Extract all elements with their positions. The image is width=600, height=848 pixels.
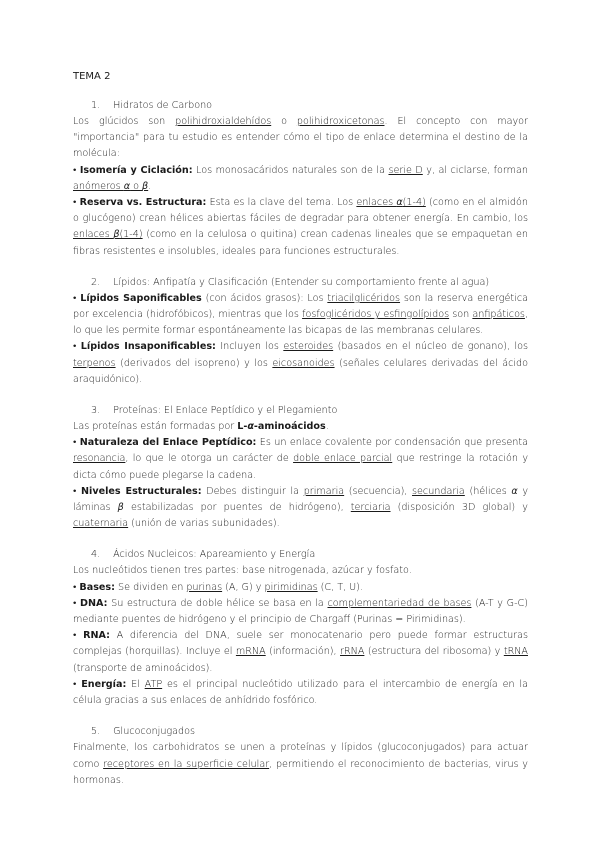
underlined-term: complementariedad de bases (327, 597, 472, 609)
section-3 (73, 403, 528, 532)
underlined-term: esteroides (283, 341, 334, 353)
underlined-term: doble enlace parcial (293, 453, 393, 465)
underlined-term: cuaternaria (73, 518, 129, 530)
bold-term: Naturaleza del Enlace Peptídico: (79, 437, 257, 449)
section-heading-text: Glucoconjugados (113, 726, 195, 738)
paragraph: • Lípidos Saponificables (con ácidos grasos): Los triacilglicéridos son la reserva energética por excelencia (hidrofóbicos), mientras que los fosfoglicéridos y esfingolípidos son anfipáticos, lo que les permite formar espontáneamente las bicapas de las membranas celulares. (73, 292, 528, 337)
bold-term: DNA: (80, 597, 108, 609)
underlined-term: polihidroxialdehídos (175, 116, 272, 127)
underlined-term: enlaces (356, 197, 397, 209)
bold-term: L- (237, 421, 248, 433)
underlined-term: tRNA (503, 646, 528, 658)
bold-term: Bases: (79, 581, 115, 593)
underlined-term: ATP (144, 678, 163, 690)
paragraph: • Reserva vs. Estructura: Esta es la clave del tema. Los enlaces α(1-4) (como en el almidón o glucógeno) crean hélices abiertas fáciles de degradar para obtener energía. En cambio, los enlaces β(1-4) (como en la celulosa o quitina) crean cadenas lineales que se empaquetan en fibras resistentes e insolubles, ideales para funciones estructurales. (73, 197, 528, 257)
underlined-term: (1-4) (402, 197, 426, 209)
underlined-term: enlaces (73, 229, 114, 241)
underlined-term: resonancia (73, 453, 126, 465)
paragraph: • Niveles Estructurales: Debes distinguir la primaria (secuencia), secundaria (hélices α y láminas β estabilizadas por puentes de hidrógeno), terciaria (disposición 3D global) y cuaternaria (unión de varias subunidades). (73, 485, 528, 530)
paragraph: Las proteínas están formadas por L-α-aminoácidos. (73, 421, 329, 433)
section-number: 1. (91, 100, 101, 111)
document-title: TEMA 2 (73, 71, 111, 82)
section-heading-text: Lípidos: Anfipatía y Clasificación (Entender su comportamiento frente al agua) (113, 276, 490, 288)
underlined-term: (1-4) (119, 229, 143, 241)
underlined-term: terciaria (350, 502, 391, 514)
section-heading (73, 98, 528, 114)
section-5 (73, 724, 528, 789)
bold-term: Isomería y Ciclación: (79, 164, 193, 176)
underlined-term: α (396, 197, 403, 209)
bold-term: Niveles Estructurales: (81, 485, 202, 497)
underlined-term: pirimidinas (264, 581, 318, 593)
underlined-term: eicosanoides (272, 357, 335, 369)
paragraph: • Bases: Se dividen en purinas (A, G) y pirimidinas (C, T, U). (73, 581, 363, 593)
underlined-term: mRNA (235, 646, 266, 658)
paragraph: • Energía: El ATP es el principal nucleótido utilizado para el intercambio de energía en la célula gracias a sus enlaces de anhídrido fosfórico. (73, 678, 528, 707)
paragraph: Finalmente, los carbohidratos se unen a proteínas y lípidos (glucoconjugados) para actuar como receptores en la superficie celular, permitiendo el reconocimiento de bacterias, virus y hormonas. (73, 742, 528, 786)
underlined-term: secundaria (412, 485, 465, 497)
document-page (73, 70, 528, 804)
underlined-term: polihidroxicetonas (296, 116, 385, 127)
paragraph: • Naturaleza del Enlace Peptídico: Es un enlace covalente por condensación que presenta resonancia, lo que le otorga un carácter de doble enlace parcial que restringe la rotación y dicta cómo puede plegarse la cadena. (73, 437, 528, 481)
section-1 (73, 98, 528, 260)
underlined-term: β (142, 180, 149, 192)
underlined-term: fosfoglicéridos y esfingolípidos (302, 309, 450, 321)
section-heading-text: Ácidos Nucleicos: Apareamiento y Energía (113, 549, 316, 561)
underlined-term: anfipáticos (472, 309, 525, 321)
section-heading (73, 275, 528, 291)
section-number: 3. (91, 405, 101, 417)
section-heading (73, 547, 528, 563)
paragraph: • RNA: A diferencia del DNA, suele ser monocatenario pero puede formar estructuras complejas (horquillas). Incluye el mRNA (información), rRNA (estructura del ribosoma) y tRNA (transporte de aminoácidos). (73, 630, 528, 674)
sections-container (73, 98, 528, 789)
paragraph: • Isomería y Ciclación: Los monosacáridos naturales son de la serie D y, al ciclarse, forman anómeros α o β. (73, 164, 528, 192)
section-number: 5. (91, 726, 101, 738)
section-heading (73, 403, 528, 419)
underlined-term: terpenos (73, 357, 116, 369)
bold-term: RNA: (83, 630, 110, 642)
paragraph: Los glúcidos son polihidroxialdehídos o polihidroxicetonas. El concepto con mayor "importancia" para tu estudio es entender cómo el tipo de enlace determina el destino de la molécula: (73, 116, 528, 160)
section-number: 4. (91, 549, 101, 561)
underlined-term: receptores en la superficie celular (103, 758, 270, 770)
section-number: 2. (91, 276, 101, 288)
bold-term: -aminoácidos (253, 421, 326, 433)
underlined-term: β (113, 229, 120, 241)
bold-term: Lípidos Insaponificables: (80, 341, 216, 353)
underlined-term: rRNA (340, 646, 365, 658)
section-heading (73, 724, 528, 740)
section-heading-text: Hidratos de Carbono (113, 100, 213, 111)
bold-term: Reserva vs. Estructura: (79, 197, 207, 209)
underlined-term: α (123, 180, 131, 192)
underlined-term: primaria (303, 485, 345, 497)
paragraph: • DNA: Su estructura de doble hélice se basa en la complementariedad de bases (A-T y G-C) mediante puentes de hidrógeno y el principio de Chargaff (Purinas = Pirimidinas). (73, 597, 529, 626)
section-2 (73, 275, 528, 388)
underlined-term: anómeros (73, 180, 124, 192)
section-heading-text: Proteínas: El Enlace Peptídico y el Plegamiento (113, 405, 338, 417)
bold-term: Energía: (81, 678, 127, 690)
underlined-term: o (130, 180, 143, 192)
section-4 (73, 547, 528, 709)
italic-symbol: α (511, 485, 518, 497)
bold-term: Lípidos Saponificables (80, 292, 202, 304)
paragraph: • Lípidos Insaponificables: Incluyen los esteroides (basados en el núcleo de gonano), los terpenos (derivados del isopreno) y los eicosanoides (señales celulares derivadas del ácido araquidónico). (73, 341, 528, 385)
underlined-term: serie D (388, 164, 423, 176)
paragraph: Los nucleótidos tienen tres partes: base nitrogenada, azúcar y fosfato. (73, 565, 412, 577)
bold-term: α (247, 421, 254, 433)
underlined-term: purinas (186, 581, 223, 593)
underlined-term: triacilglicéridos (327, 292, 401, 304)
italic-symbol: β (117, 502, 124, 514)
